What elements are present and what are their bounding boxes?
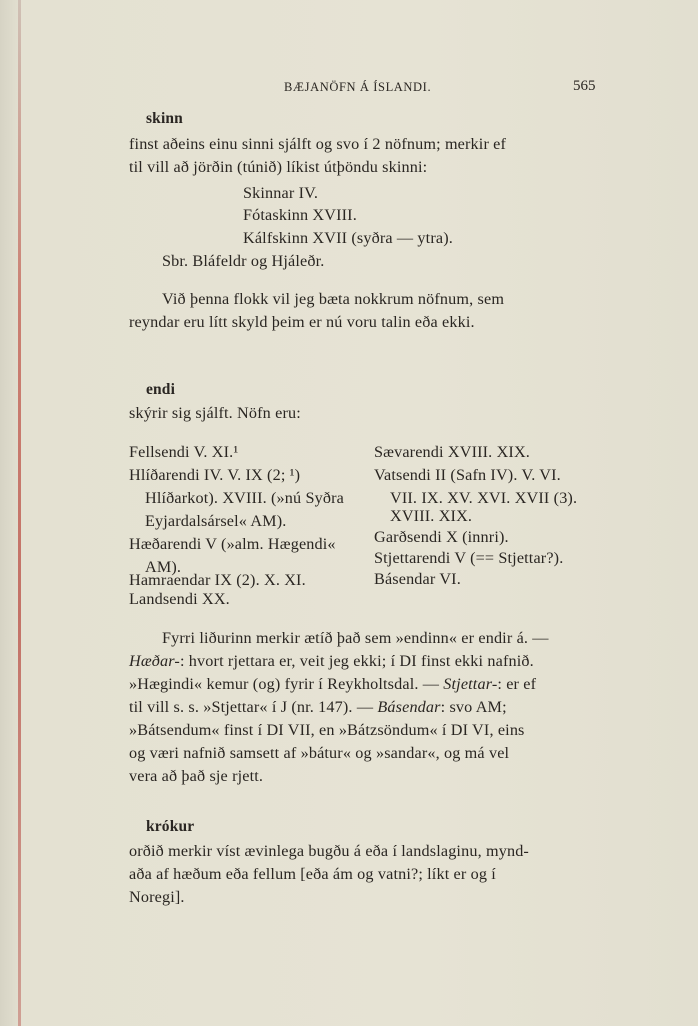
endi-left-item-3: Hlíðarkot). XVIII. (»nú Syðra xyxy=(145,489,345,507)
section-heading-endi: endi xyxy=(146,381,176,398)
endi-left-item-2: Hlíðarendi IV. V. IX (2; ¹) xyxy=(129,466,301,484)
endi-left-item-4: Eyjardalsársel« AM). xyxy=(145,512,287,530)
endi-left-item-5: Hæðarendi V (»alm. Hægendi« xyxy=(129,535,336,553)
endi-para-line-2-rest: : hvort rjettara er, veit jeg ekki; í DI finst ekki nafnið. xyxy=(179,652,534,670)
endi-para-line-2 xyxy=(129,651,534,671)
endi-para-line-4 xyxy=(129,697,507,717)
skinn-name-1: Skinnar IV. xyxy=(243,184,319,202)
page-number: 565 xyxy=(573,78,596,94)
skinn-name-2: Fótaskinn XVIII. xyxy=(243,206,357,224)
endi-left-item-1: Fellsendi V. XI.¹ xyxy=(129,443,239,461)
krokur-line-2: aða af hæðum eða fellum [eða ám og vatni?; líkt er og í xyxy=(129,865,496,883)
endi-right-item-2: Vatsendi II (Safn IV). V. VI. xyxy=(374,466,561,484)
section-heading-krokur: krókur xyxy=(146,818,195,835)
endi-para-line-1: Fyrri liðurinn merkir ætíð það sem »endinn« er endir á. — xyxy=(162,629,549,647)
endi-left-item-7: Hamraendar IX (2). X. XI. xyxy=(129,571,306,589)
page-spine-edge xyxy=(18,0,21,1026)
skinn-text-line-1 xyxy=(129,134,599,154)
krokur-line-3: Noregi]. xyxy=(129,888,185,906)
endi-right-item-4: XVIII. XIX. xyxy=(390,507,473,525)
endi-para-line-3-a: »Hægindi« kemur (og) fyrir í Reykholtsdal. — xyxy=(129,675,440,693)
running-header-title: BÆJANÖFN Á ÍSLANDI. xyxy=(284,80,432,94)
endi-left-item-6: AM). xyxy=(145,558,182,576)
skinn-text-line-1-content: finst aðeins einu sinni sjálft og svo í 2 nöfnum; merkir ef xyxy=(129,135,507,153)
endi-right-item-5: Garðsendi X (innri). xyxy=(374,528,509,546)
endi-para-line-7: vera að það sje rjett. xyxy=(129,767,264,785)
endi-right-item-3: VII. IX. XV. XVI. XVII (3). xyxy=(390,489,578,507)
endi-para-line-3-italic: Stjettar- xyxy=(443,675,498,693)
skinn-para-line-1: Við þenna flokk vil jeg bæta nokkrum nöfnum, sem xyxy=(162,290,505,308)
endi-para-line-4-b: : svo AM; xyxy=(440,698,507,716)
skinn-compare: Sbr. Bláfeldr og Hjáleðr. xyxy=(162,252,325,270)
krokur-line-1: orðið merkir víst ævinlega bugðu á eða í landslaginu, mynd- xyxy=(129,842,529,860)
endi-right-item-6: Stjettarendi V (== Stjettar?). xyxy=(374,549,564,567)
endi-intro: skýrir sig sjálft. Nöfn eru: xyxy=(129,404,301,422)
endi-para-line-6: og væri nafnið samsett af »bátur« og »sandar«, og má vel xyxy=(129,744,510,762)
skinn-text-line-2: til vill að jörðin (túnið) líkist útþöndu skinni: xyxy=(129,158,428,176)
endi-para-line-2-italic: Hæðar- xyxy=(129,652,180,670)
endi-left-item-8: Landsendi XX. xyxy=(129,590,230,608)
section-heading-skinn: skinn xyxy=(146,110,183,127)
endi-right-item-7: Básendar VI. xyxy=(374,570,461,588)
endi-para-line-5: »Bátsendum« finst í DI VII, en »Bátzsöndum« í DI VI, eins xyxy=(129,721,525,739)
skinn-name-3: Kálfskinn XVII (syðra — ytra). xyxy=(243,229,453,247)
skinn-para-line-2: reyndar eru lítt skyld þeim er nú voru talin eða ekki. xyxy=(129,313,475,331)
endi-para-line-4-a: til vill s. s. »Stjettar« í J (nr. 147). — xyxy=(129,698,374,716)
endi-para-line-3 xyxy=(129,674,536,694)
endi-right-item-1: Sævarendi XVIII. XIX. xyxy=(374,443,530,461)
endi-para-line-4-italic: Básendar xyxy=(377,698,441,716)
endi-para-line-3-b: : er ef xyxy=(497,675,537,693)
